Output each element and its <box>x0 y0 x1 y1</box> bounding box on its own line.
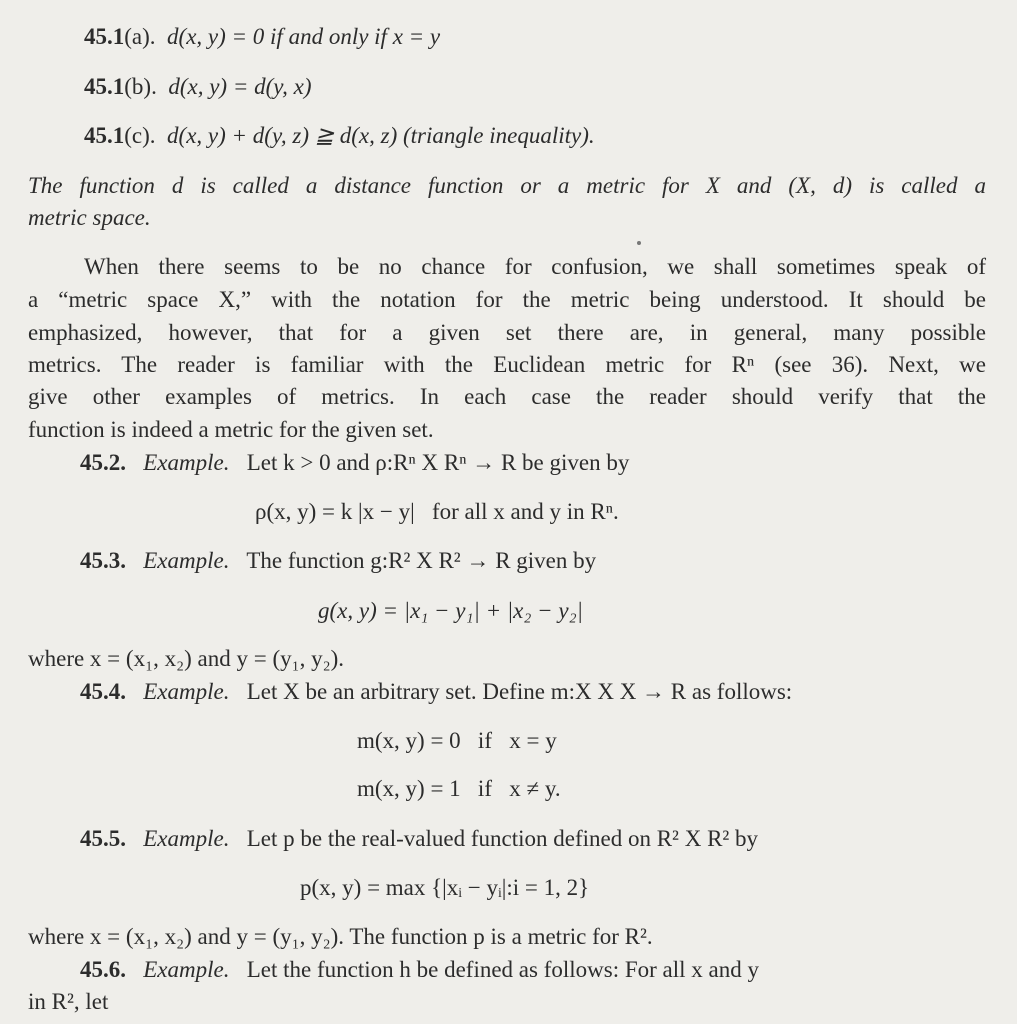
axiom-c <box>84 121 595 151</box>
formula-m-2: m(x, y) = 1 if x ≠ y. <box>357 776 561 801</box>
example-title: Example. <box>143 450 230 475</box>
example-text: Let the function h be defined as follows: For all x and y <box>246 957 759 982</box>
example-45-6 <box>80 955 759 985</box>
definition-line-1: The function d is called a distance function or a metric for X and (X, d) is called a <box>28 173 986 198</box>
example-number: 45.2. <box>80 450 126 475</box>
print-speck <box>637 241 641 245</box>
paragraph-line-1: When there seems to be no chance for confusion, we shall sometimes speak of <box>84 254 986 279</box>
example-title: Example. <box>143 548 230 573</box>
formula-m-1: m(x, y) = 0 if x = y <box>357 728 557 753</box>
example-title: Example. <box>143 826 230 851</box>
axiom-text: d(x, y) = 0 if and only if x = y <box>167 24 441 49</box>
axiom-text: d(x, y) = d(y, x) <box>168 74 312 99</box>
example-45-6-cont: in R², let <box>28 989 109 1014</box>
formula-p: p(x, y) = max {|xᵢ − yᵢ|:i = 1, 2} <box>300 875 590 900</box>
axiom-label: (c). <box>124 123 156 148</box>
axiom-b <box>84 72 312 102</box>
example-number: 45.4. <box>80 679 126 704</box>
example-45-3-where: where x = (x₁, x₂) and y = (y₁, y₂). <box>28 646 345 671</box>
example-45-5-where: where x = (x₁, x₂) and y = (y₁, y₂). The function p is a metric for R². <box>28 924 653 949</box>
example-text: The function g:R² X R² → R given by <box>246 548 597 573</box>
axiom-text: d(x, y) + d(y, z) ≧ d(x, z) (triangle inequality). <box>167 123 595 148</box>
axiom-number: 45.1 <box>84 24 125 49</box>
definition-line-2: metric space. <box>28 205 151 230</box>
paragraph-line-5: give other examples of metrics. In each case the reader should verify that the <box>28 384 986 409</box>
example-number: 45.6. <box>80 957 126 982</box>
axiom-label: (b). <box>124 74 157 99</box>
paragraph-line-4: metrics. The reader is familiar with the Euclidean metric for Rⁿ (see 36). Next, we <box>28 352 986 377</box>
example-text: Let p be the real-valued function defined on R² X R² by <box>246 826 759 851</box>
example-text: Let k > 0 and ρ:Rⁿ X Rⁿ → R be given by <box>246 450 630 475</box>
example-number: 45.5. <box>80 826 126 851</box>
example-45-5 <box>80 824 758 854</box>
example-number: 45.3. <box>80 548 126 573</box>
example-title: Example. <box>143 957 230 982</box>
formula-g: g(x, y) = |x₁ − y₁| + |x₂ − y₂| <box>318 598 583 623</box>
example-45-3 <box>80 546 596 576</box>
axiom-number: 45.1 <box>84 74 125 99</box>
paragraph-line-6: function is indeed a metric for the given set. <box>28 417 434 442</box>
axiom-a <box>84 22 440 52</box>
axiom-label: (a). <box>124 24 156 49</box>
example-title: Example. <box>143 679 230 704</box>
example-45-4 <box>80 677 792 707</box>
axiom-number: 45.1 <box>84 123 125 148</box>
formula-rho: ρ(x, y) = k |x − y| for all x and y in Rⁿ. <box>255 499 619 524</box>
example-45-2 <box>80 448 629 478</box>
example-text: Let X be an arbitrary set. Define m:X X X → R as follows: <box>246 679 793 704</box>
paragraph-line-2: a “metric space X,” with the notation for the metric being understood. It should be <box>28 287 986 312</box>
paragraph-line-3: emphasized, however, that for a given set there are, in general, many possible <box>28 320 986 345</box>
